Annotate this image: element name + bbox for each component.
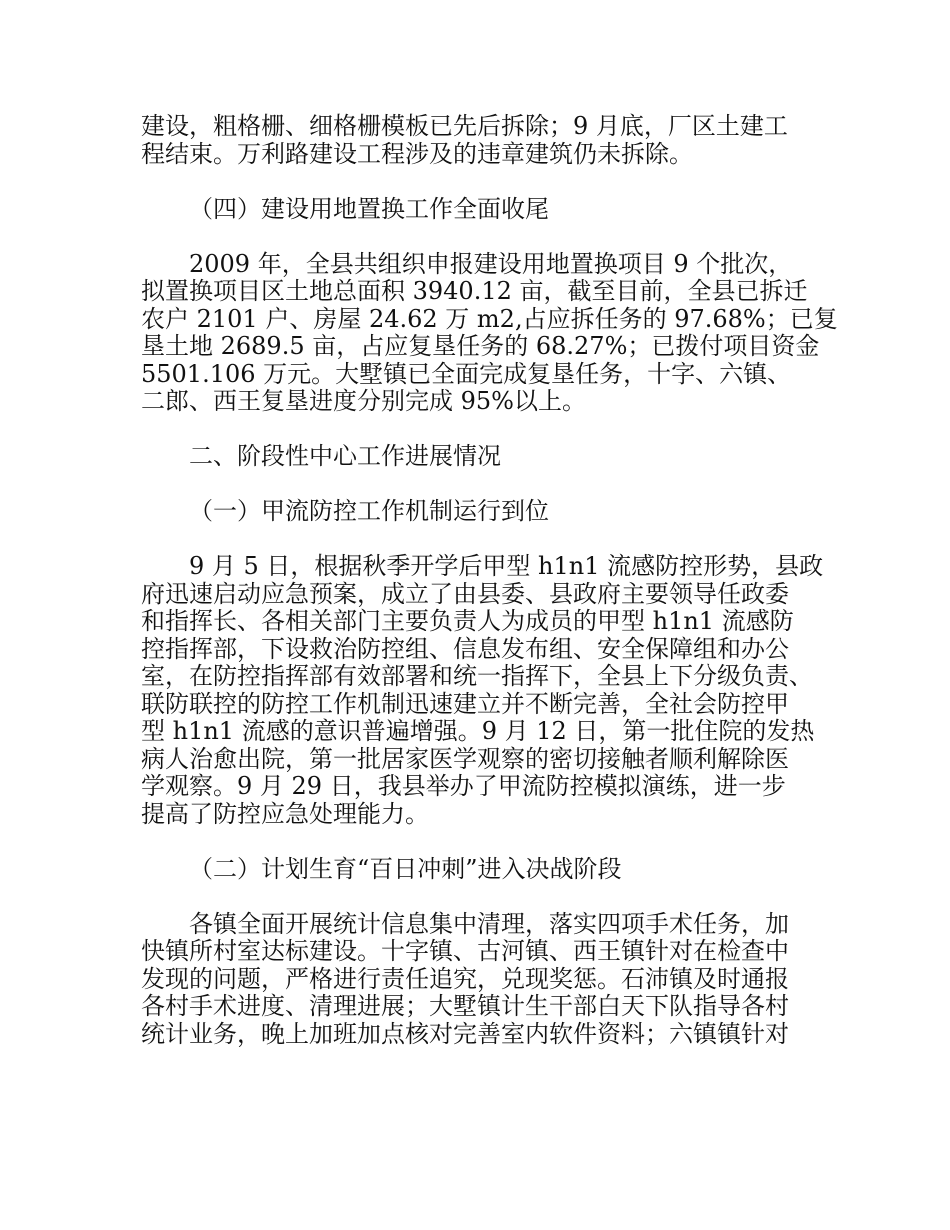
- text-line: 室，在防控指挥部有效部署和统一指挥下，全县上下分级负责、: [141, 662, 813, 690]
- paragraph-gap: [141, 223, 841, 251]
- text-line: 府迅速启动应急预案，成立了由县委、县政府主要领导任政委: [141, 579, 789, 608]
- heading-family-planning: （二）计划生育“百日冲刺”进入决战阶段: [189, 854, 622, 883]
- paragraph-flu-prevention: [141, 553, 841, 828]
- heading-land-replacement: （四）建设用地置换工作全面收尾: [189, 194, 549, 223]
- text-line: 垦土地 2689.5 亩，占应复垦任务的 68.27%；已拨付项目资金: [141, 332, 820, 360]
- text-line: 5501.106 万元。大墅镇已全面完成复垦任务，十字、六镇、: [141, 359, 792, 388]
- text-line: 建设，粗格栅、细格栅模板已先后拆除；9 月底，厂区土建工: [141, 112, 788, 140]
- text-line: 统计业务，晚上加班加点核对完善室内软件资料；六镇镇针对: [141, 1019, 789, 1048]
- paragraph-gap: [141, 828, 841, 856]
- text-line: 控指挥部，下设救治防控组、信息发布组、安全保障组和办公: [141, 634, 789, 663]
- text-line: 快镇所村室达标建设。十字镇、古河镇、西王镇针对在检查中: [141, 937, 789, 965]
- paragraph-gap: [141, 883, 841, 911]
- text-line: 二郎、西王复垦进度分别完成 95%以上。: [141, 387, 586, 415]
- document-body: [141, 113, 841, 1048]
- paragraph-gap: [141, 471, 841, 499]
- paragraph-gap: [141, 526, 841, 554]
- text-line: 学观察。9 月 29 日，我县举办了甲流防控模拟演练，进一步: [141, 772, 786, 800]
- text-line: 2009 年，全县共组织申报建设用地置换项目 9 个批次，: [189, 249, 793, 278]
- text-line: 农户 2101 户、房屋 24.62 万 m2,占应拆任务的 97.68%；已复: [141, 304, 838, 333]
- paragraph-land-replacement: [141, 251, 841, 416]
- heading-flu-prevention: （一）甲流防控工作机制运行到位: [189, 497, 549, 525]
- text-line: 型 h1n1 流感的意识普遍增强。9 月 12 日，第一批住院的发热: [141, 717, 815, 745]
- heading-section-two: 二、阶段性中心工作进展情况: [189, 442, 501, 470]
- text-line: 程结束。万利路建设工程涉及的违章建筑仍未拆除。: [141, 139, 693, 168]
- paragraph-gap: [141, 416, 841, 444]
- paragraph-gap: [141, 168, 841, 196]
- text-line: 病人治愈出院，第一批居家医学观察的密切接触者顺利解除医: [141, 744, 789, 773]
- text-line: 各村手术进度、清理进展；大墅镇计生干部白天下队指导各村: [141, 992, 789, 1020]
- paragraph-family-planning: [141, 911, 841, 1049]
- text-line: 联防联控的防控工作机制迅速建立并不断完善，全社会防控甲: [141, 689, 789, 718]
- text-line: 提高了防控应急处理能力。: [141, 799, 429, 828]
- paragraph-continuation: [141, 113, 841, 168]
- text-line: 和指挥长、各相关部门主要负责人为成员的甲型 h1n1 流感防: [141, 607, 794, 635]
- text-line: 各镇全面开展统计信息集中清理，落实四项手术任务，加: [189, 909, 789, 938]
- text-line: 发现的问题，严格进行责任追究，兑现奖惩。石沛镇及时通报: [141, 964, 789, 993]
- text-line: 拟置换项目区土地总面积 3940.12 亩，截至目前，全县已拆迁: [141, 277, 808, 305]
- text-line: 9 月 5 日，根据秋季开学后甲型 h1n1 流感防控形势，县政: [189, 552, 824, 580]
